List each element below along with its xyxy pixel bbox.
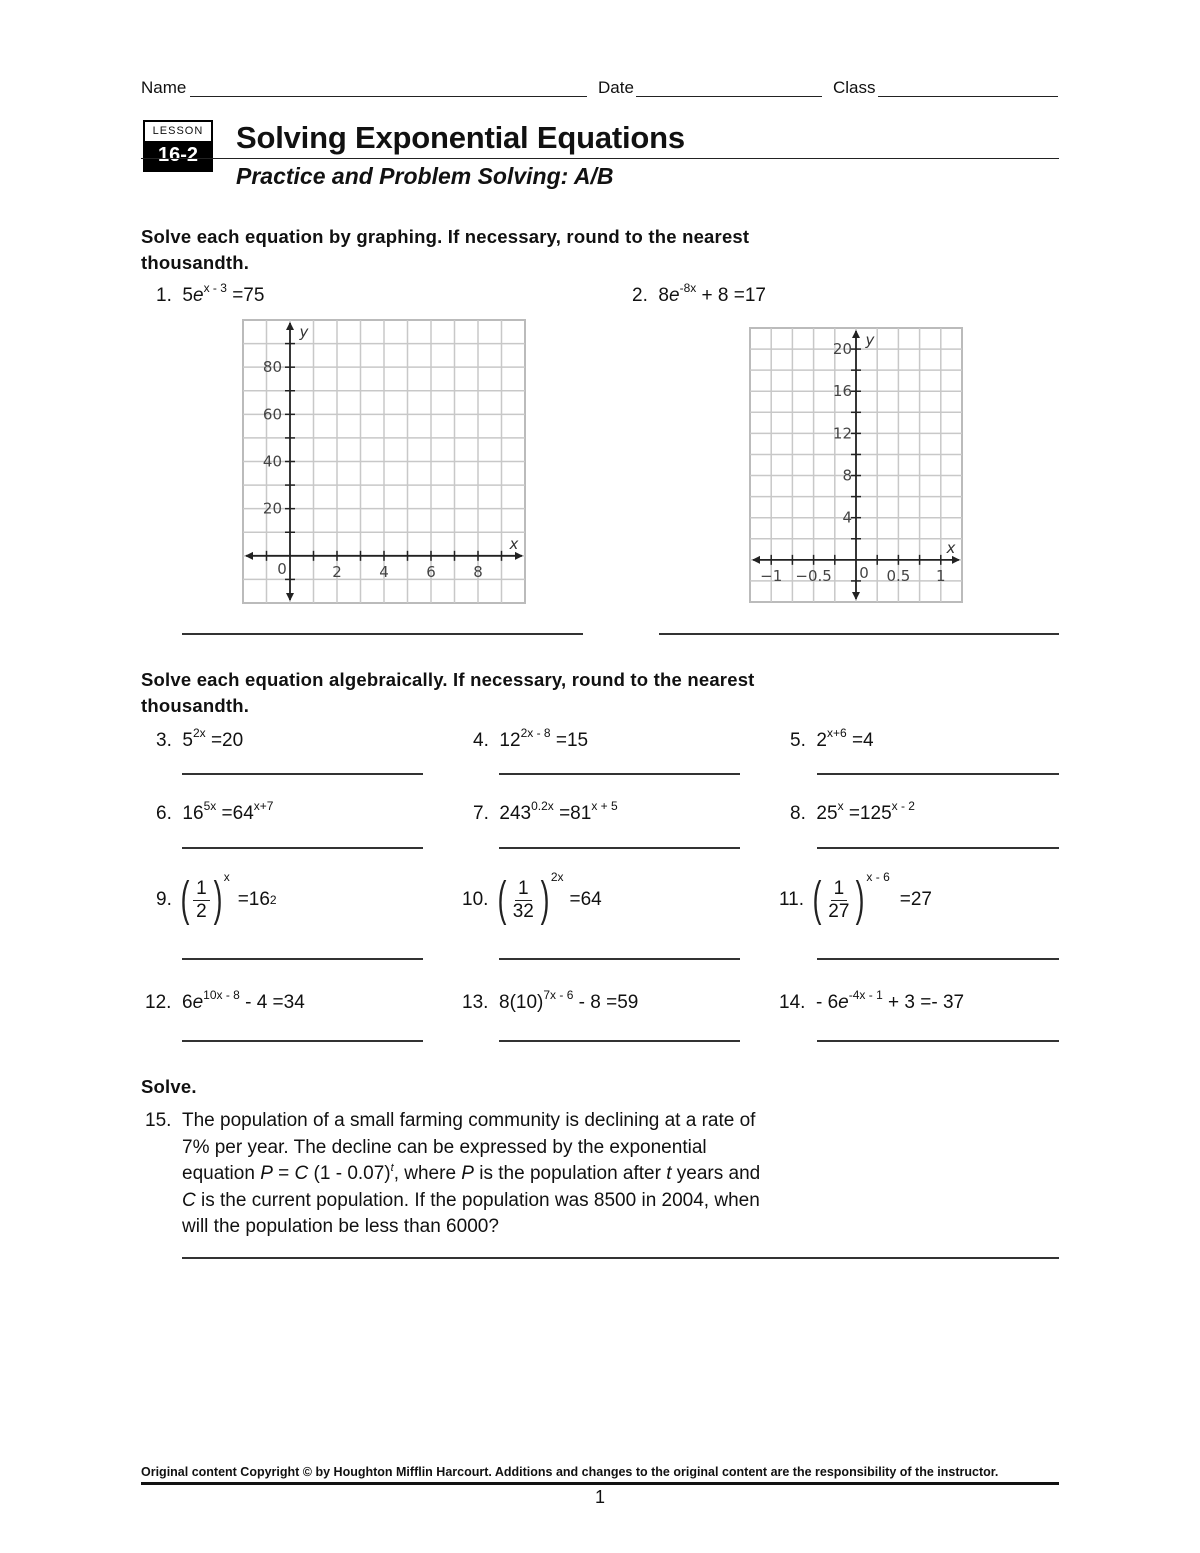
equation-rest: =27 <box>899 889 932 910</box>
base: e <box>838 992 849 1013</box>
equation-rest: =4 <box>846 730 874 751</box>
section2-instruction-line2: thousandth. <box>141 695 250 716</box>
section2-instruction-line1: Solve each equation algebraically. If necessary, round to the nearest <box>141 669 755 690</box>
left-paren: ( <box>180 873 190 926</box>
base: e <box>192 992 204 1013</box>
coefficient: - 6 <box>815 992 839 1013</box>
origin-label: 0 <box>277 559 287 578</box>
coefficient: 5 <box>182 285 193 306</box>
problem-13 <box>462 988 639 1014</box>
problem-15-line: 7% per year. The decline can be expressed by the exponential <box>182 1136 707 1158</box>
x-tick-label: 8 <box>473 562 483 581</box>
x-tick-label: −1 <box>760 566 783 585</box>
answer-line-5[interactable] <box>817 773 1059 775</box>
exponent: 2x <box>193 726 206 740</box>
denominator: 2 <box>196 900 207 922</box>
exponent: x <box>223 870 230 884</box>
class-field[interactable] <box>878 96 1058 97</box>
variable-c: C <box>294 1163 309 1184</box>
equation-rest: - 8 =59 <box>573 992 639 1013</box>
x-tick-label: 6 <box>426 562 436 581</box>
y-tick-label: 4 <box>842 508 852 527</box>
text: equation <box>182 1163 261 1184</box>
variable-t: t <box>390 1162 394 1174</box>
answer-line-1[interactable] <box>182 633 583 635</box>
answer-line-12[interactable] <box>182 1040 423 1042</box>
base: 25 <box>816 803 838 824</box>
problem-8 <box>790 799 915 825</box>
name-field[interactable] <box>190 96 587 97</box>
x-tick-label: 2 <box>332 562 342 581</box>
base: (10) <box>509 992 544 1013</box>
y-tick-label: 8 <box>842 466 852 485</box>
answer-line-14[interactable] <box>817 1040 1059 1042</box>
equation-rest: =64 <box>216 803 254 824</box>
x-tick-label: 0.5 <box>886 566 911 585</box>
text: = <box>272 1163 295 1184</box>
answer-line-4[interactable] <box>499 773 740 775</box>
section1-instruction-line2: thousandth. <box>141 252 250 273</box>
problem-number: 11. <box>779 889 805 910</box>
problem-15-line <box>182 1161 882 1188</box>
problem-15-text <box>182 1108 882 1241</box>
answer-line-11[interactable] <box>817 958 1059 960</box>
equation-rest: =125 <box>843 803 892 824</box>
problem-7 <box>473 799 618 825</box>
x-axis-label: x <box>509 534 519 553</box>
problem-14 <box>779 988 965 1014</box>
answer-line-3[interactable] <box>182 773 423 775</box>
equation-rest: + 8 =17 <box>696 285 766 306</box>
problem-5 <box>790 726 874 752</box>
page-title: Solving Exponential Equations <box>236 120 685 155</box>
x-tick-label: −0.5 <box>795 566 832 585</box>
problem-number: 8. <box>790 803 806 824</box>
problem-1 <box>156 281 265 307</box>
problem-3 <box>156 726 244 752</box>
section3-heading: Solve. <box>141 1076 197 1097</box>
answer-line-13[interactable] <box>499 1040 740 1042</box>
base: e <box>193 285 204 306</box>
lesson-badge <box>143 120 213 172</box>
problem-number: 1. <box>156 285 172 306</box>
problem-number: 4. <box>473 730 489 751</box>
problem-number: 12. <box>145 992 172 1013</box>
y-tick-label: 16 <box>832 382 852 401</box>
problem-number: 2. <box>632 285 648 306</box>
text: is the population after <box>473 1163 667 1184</box>
x-axis-label: x <box>946 538 956 557</box>
y-axis-label: y <box>299 323 309 341</box>
lesson-badge-number: 16-2 <box>145 141 211 170</box>
equation-rest: =15 <box>550 730 589 751</box>
denominator: 32 <box>512 900 534 922</box>
section2-instructions <box>141 667 755 719</box>
problem-number: 5. <box>790 730 806 751</box>
fraction <box>494 870 564 926</box>
exponent: x - 2 <box>891 799 915 813</box>
exponent: -4x - 1 <box>848 988 883 1002</box>
numerator: 1 <box>193 878 210 901</box>
coefficient: 8 <box>658 285 669 306</box>
y-tick-label: 60 <box>262 405 282 424</box>
equation-rest: =64 <box>569 889 602 910</box>
text: , where <box>393 1163 462 1184</box>
exponent: 10x - 8 <box>203 988 240 1002</box>
x-tick-label: 1 <box>936 566 946 585</box>
fraction <box>809 870 890 926</box>
graph-2[interactable] <box>749 327 963 603</box>
base: e <box>669 285 680 306</box>
base: 2 <box>816 730 827 751</box>
right-paren: ) <box>856 873 865 926</box>
exponent: x <box>837 799 844 813</box>
exponent: x - 6 <box>866 870 890 884</box>
lesson-badge-label: LESSON <box>145 122 211 141</box>
problem-12 <box>145 988 305 1014</box>
exponent: x - 3 <box>203 281 227 295</box>
answer-line-7[interactable] <box>499 847 740 849</box>
equation-rest: =16 <box>237 889 270 910</box>
problem-number: 14. <box>779 992 806 1013</box>
section1-instruction-line1: Solve each equation by graphing. If necessary, round to the nearest <box>141 226 750 247</box>
y-tick-label: 20 <box>262 499 282 518</box>
exponent: 2x - 8 <box>520 726 551 740</box>
fraction <box>177 870 230 926</box>
equation-rest: =75 <box>226 285 265 306</box>
date-label: Date <box>598 78 634 97</box>
problem-number: 3. <box>156 730 172 751</box>
equation-rest: + 3 =- 37 <box>882 992 965 1013</box>
problem-11 <box>779 870 932 926</box>
y-tick-label: 12 <box>832 424 852 443</box>
variable-c: C <box>182 1189 196 1211</box>
answer-line-10[interactable] <box>499 958 740 960</box>
exponent: x + 5 <box>591 799 618 813</box>
y-tick-label: 40 <box>262 452 282 471</box>
equation-rest: - 4 =34 <box>239 992 305 1013</box>
y-tick-label: 20 <box>832 340 852 359</box>
equation-rest: =20 <box>205 730 244 751</box>
exponent: -8x <box>679 281 697 295</box>
class-label: Class <box>833 78 876 97</box>
answer-line-15[interactable] <box>182 1257 1059 1259</box>
problem-15-line: will the population be less than 6000? <box>182 1216 499 1237</box>
origin-label: 0 <box>859 563 869 582</box>
page-subtitle: Practice and Problem Solving: A/B <box>236 163 614 189</box>
section1-instructions <box>141 224 749 276</box>
answer-line-9[interactable] <box>182 958 423 960</box>
numerator: 1 <box>831 878 848 901</box>
graph-1[interactable] <box>242 319 526 604</box>
date-field[interactable] <box>636 96 822 97</box>
equation-rest: =81 <box>553 803 592 824</box>
numerator: 1 <box>515 878 532 901</box>
answer-line-6[interactable] <box>182 847 423 849</box>
answer-line-2[interactable] <box>659 633 1059 635</box>
base: 243 <box>499 803 532 824</box>
problem-15-number: 15. <box>145 1110 172 1131</box>
text: (1 - 0.07) <box>308 1163 391 1184</box>
y-axis-label: y <box>865 331 875 349</box>
coefficient: 6 <box>181 992 193 1013</box>
denominator: 27 <box>828 900 850 922</box>
base: 16 <box>182 803 204 824</box>
text: years and <box>671 1163 761 1184</box>
coefficient: 8 <box>498 992 510 1013</box>
problem-number: 6. <box>156 803 172 824</box>
left-paren: ( <box>497 873 507 926</box>
x-tick-label: 4 <box>379 562 389 581</box>
variable-p: P <box>461 1163 474 1184</box>
problem-6 <box>156 799 274 825</box>
exponent: 0.2x <box>531 799 554 813</box>
answer-line-8[interactable] <box>817 847 1059 849</box>
title-rule <box>141 158 1059 159</box>
right-paren: ) <box>540 873 550 926</box>
problem-15-line: The population of a small farming community is declining at a rate of <box>182 1110 756 1131</box>
problem-number: 13. <box>462 992 489 1013</box>
base: 5 <box>182 730 193 751</box>
left-paren: ( <box>812 873 822 926</box>
base: 12 <box>499 730 521 751</box>
problem-15-line <box>182 1188 882 1215</box>
y-tick-label: 80 <box>262 358 282 377</box>
problem-4 <box>473 726 589 752</box>
problem-number: 9. <box>156 889 172 910</box>
exponent: x+6 <box>827 726 847 740</box>
variable-t: t <box>666 1163 672 1184</box>
problem-9: 9. ( $\frac{1}{2}$ ) x =16 2 <box>156 870 277 926</box>
exponent: 5x <box>203 799 217 813</box>
footer-rule <box>141 1482 1059 1485</box>
exponent: 7x - 6 <box>543 988 574 1002</box>
page-number: 1 <box>594 1487 605 1507</box>
right-paren: ) <box>213 873 223 926</box>
exponent: 2x <box>550 870 564 884</box>
problem-number: 7. <box>473 803 489 824</box>
text: is the current population. If the population was 8500 in 2004, when <box>195 1189 760 1211</box>
problem-10 <box>462 870 602 926</box>
problem-2 <box>632 281 766 307</box>
name-label: Name <box>141 78 187 97</box>
exponent: x+7 <box>253 799 274 813</box>
variable-p: P <box>260 1163 273 1184</box>
copyright-notice: Original content Copyright © by Houghton Mifflin Harcourt. Additions and changes to the original content are the responsibility of the instructor. <box>141 1465 999 1479</box>
problem-number: 10. <box>462 889 489 910</box>
